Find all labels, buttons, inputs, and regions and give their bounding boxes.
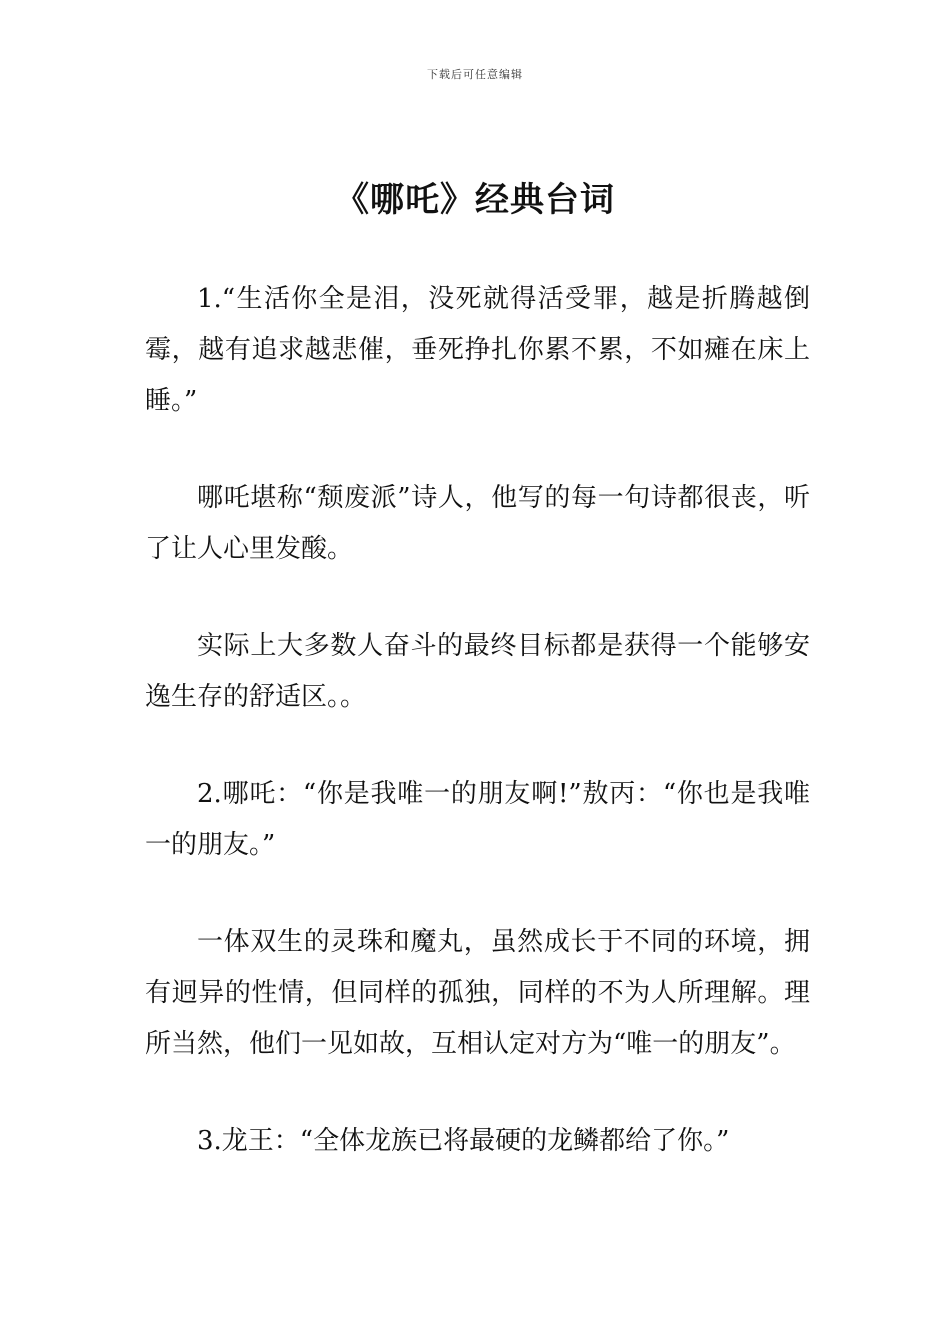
paragraph-commentary-1b: 实际上大多数人奋斗的最终目标都是获得一个能够安逸生存的舒适区。。 bbox=[145, 631, 810, 712]
paragraph-commentary-2: 一体双生的灵珠和魔丸，虽然成长于不同的环境，拥有迥异的性情，但同样的孤独，同样的不为人所理解。理所当然，他们一见如故，互相认定对方为“唯一的朋友”。 bbox=[145, 927, 810, 1059]
document-title: 《哪吒》经典台词 bbox=[335, 180, 615, 220]
paragraph-commentary-1a: 哪吒堪称“颓废派”诗人，他写的每一句诗都很丧，听了让人心里发酸。 bbox=[145, 483, 810, 564]
page-header-note: 下载后可任意编辑 bbox=[427, 68, 523, 81]
document-body bbox=[145, 274, 810, 1167]
paragraph-quote-1: 1.“生活你全是泪，没死就得活受罪，越是折腾越倒霉，越有追求越悲催，垂死挣扎你累不累，不如瘫在床上睡。” bbox=[145, 284, 810, 416]
paragraph-quote-2: 2.哪吒：“你是我唯一的朋友啊!”敖丙：“你也是我唯一的朋友。” bbox=[145, 779, 810, 860]
paragraph-quote-3: 3.龙王：“全体龙族已将最硬的龙鳞都给了你。” bbox=[197, 1126, 730, 1156]
